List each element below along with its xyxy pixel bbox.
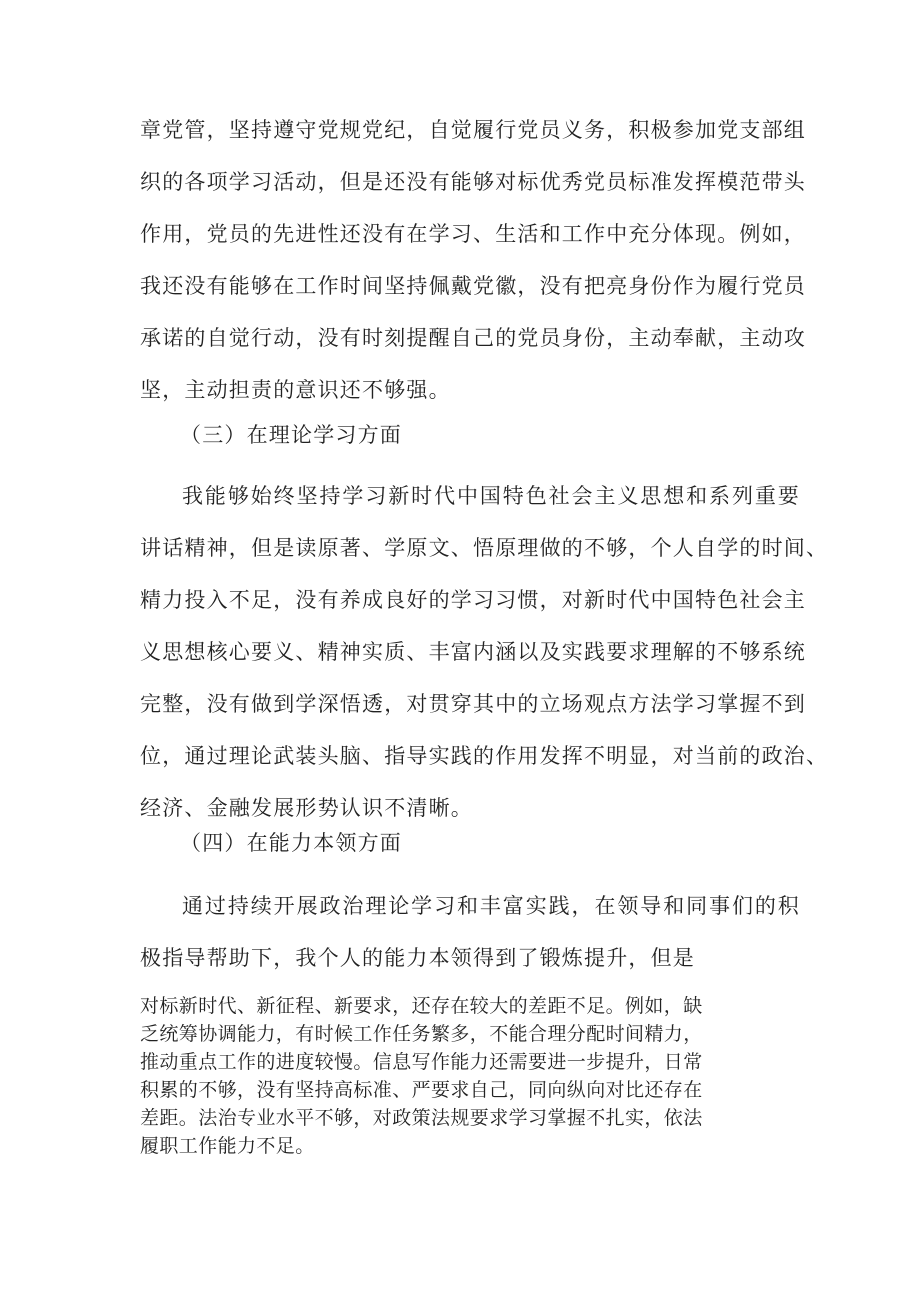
text-line: 经济、金融发展形势认识不清晰。 [140, 796, 473, 820]
section-heading-ability: （四）在能力本领方面 [180, 831, 402, 855]
section-heading-theory-study: （三）在理论学习方面 [180, 423, 402, 447]
text-line: 义思想核心要义、精神实质、丰富内涵以及实践要求理解的不够系统 [140, 640, 806, 664]
text-line: 章党管，坚持遵守党规党纪，自觉履行党员义务，积极参加党支部组 [140, 118, 806, 142]
text-line: 通过持续开展政治理论学习和丰富实践，在领导和同事们的积 [182, 894, 800, 918]
text-line: 承诺的自觉行动，没有时刻提醒自己的党员身份，主动奉献，主动攻 [140, 326, 806, 350]
text-line: 乏统筹协调能力，有时候工作任务繁多，不能合理分配时间精力， [140, 1023, 703, 1045]
paragraph-ability-intro [140, 880, 800, 984]
paragraph-theory-study [140, 470, 829, 834]
text-line: 极指导帮助下，我个人的能力本领得到了锻炼提升，但是 [140, 946, 695, 970]
paragraph-party-member-obligations [140, 104, 806, 416]
text-line: 位，通过理论武装头脑、指导实践的作用发挥不明显，对当前的政治、 [140, 744, 829, 768]
text-line: 积累的不够，没有坚持高标准、严要求自己，同向纵向对比还存在 [140, 1079, 703, 1101]
text-line: 我还没有能够在工作时间坚持佩戴党徽，没有把亮身份作为履行党员 [140, 274, 806, 298]
text-line: 作用，党员的先进性还没有在学习、生活和工作中充分体现。例如， [140, 222, 806, 246]
paragraph-ability-gaps [140, 992, 780, 1160]
text-line: 织的各项学习活动，但是还没有能够对标优秀党员标准发挥模范带头 [140, 170, 806, 194]
text-line: 对标新时代、新征程、新要求，还存在较大的差距不足。例如，缺 [140, 995, 703, 1017]
text-line: 坚，主动担责的意识还不够强。 [140, 378, 451, 402]
text-line: 讲话精神，但是读原著、学原文、悟原理做的不够，个人自学的时间、 [140, 536, 829, 560]
text-line: 我能够始终坚持学习新时代中国特色社会主义思想和系列重要 [182, 484, 800, 508]
text-line: 推动重点工作的进度较慢。信息写作能力还需要进一步提升，日常 [140, 1051, 703, 1073]
text-line: 精力投入不足，没有养成良好的学习习惯，对新时代中国特色社会主 [140, 588, 806, 612]
text-line: 履职工作能力不足。 [140, 1135, 315, 1157]
text-line: 差距。法治专业水平不够，对政策法规要求学习掌握不扎实，依法 [140, 1107, 703, 1129]
text-line: 完整，没有做到学深悟透，对贯穿其中的立场观点方法学习掌握不到 [140, 692, 806, 716]
